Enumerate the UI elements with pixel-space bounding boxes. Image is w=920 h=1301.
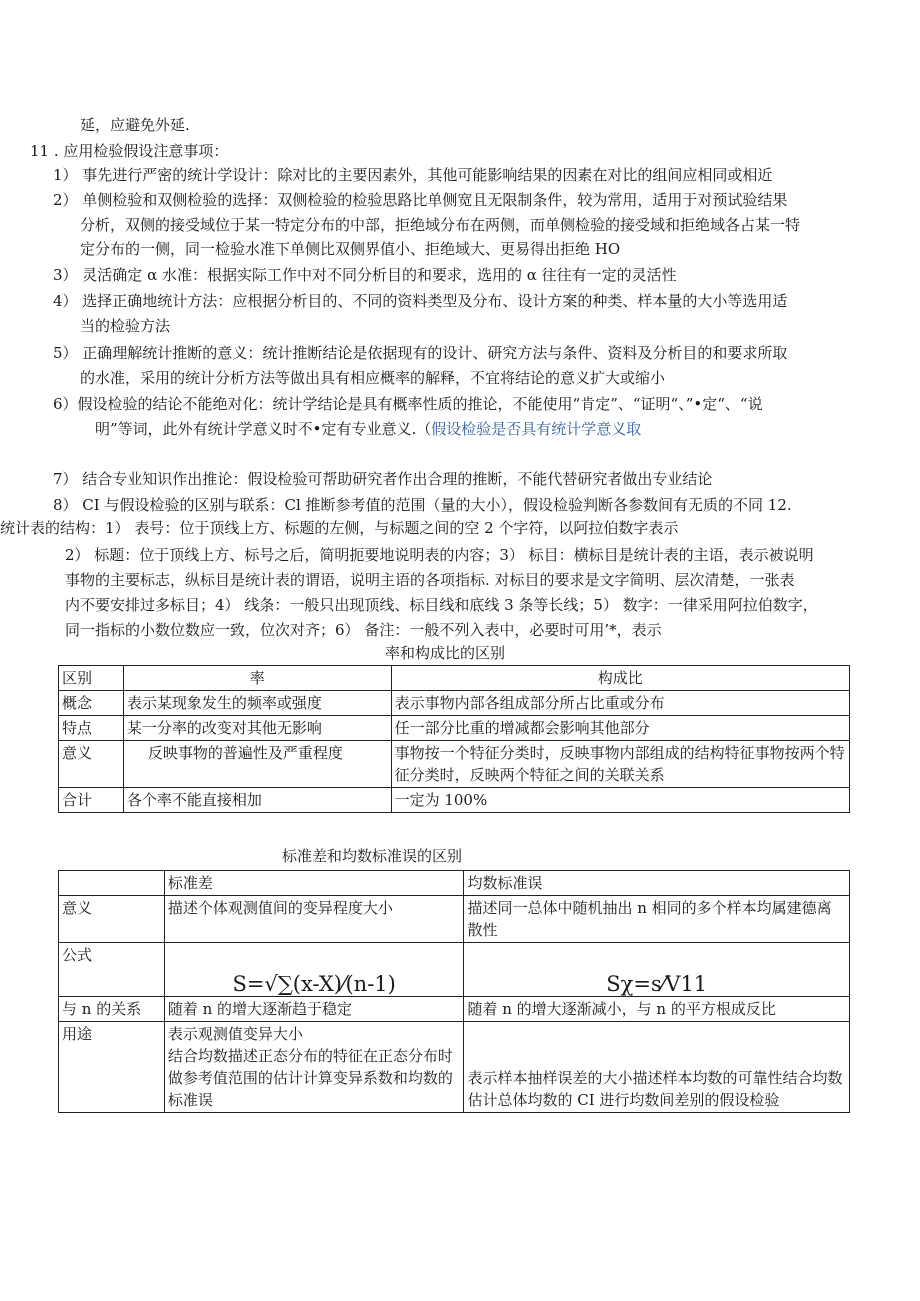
table-caption: 率和构成比的区别 (385, 644, 506, 662)
table-cell: 概念 (59, 691, 124, 716)
table-cell: 随着 n 的增大逐渐减小，与 n 的平方根成反比 (464, 997, 850, 1022)
table-cell (164, 1022, 464, 1113)
header-cell: 标准差 (164, 871, 464, 896)
table-row (59, 1022, 850, 1113)
header-cell: 构成比 (391, 666, 849, 691)
text-line: 内不要安排过多标目；4） 线条：一般只出现顶线、标目线和底线 3 条等长线；5） 数字：一律采用阿拉伯数字， (65, 596, 818, 614)
table-cell: 任一部分比重的增减都会影响其他部分 (391, 716, 849, 741)
table-cell: 描述同一总体中随机抽出 n 相同的多个样本均属建德离散性 (464, 896, 850, 943)
header-cell: 区别 (59, 666, 124, 691)
table-cell: 各个率不能直接相加 (123, 788, 391, 813)
text-line: 3） 灵活确定 α 水准：根据实际工作中对不同分析目的和要求，选用的 α 往往有一定的灵活性 (53, 266, 677, 284)
text-line: 同一指标的小数位数应一致，位次对齐；6） 备注：一般不列入表中，必要时可用’*，表示 (65, 621, 662, 639)
table-cell: 事物按一个特征分类时，反映事物内部组成的结构特征事物按两个特征分类时，反映两个特征之间的关联关系 (391, 741, 849, 788)
table-cell: 一定为 100% (391, 788, 849, 813)
header-cell: 均数标准误 (464, 871, 850, 896)
table-row (59, 741, 850, 788)
table-cell: 反映事物的普遍性及严重程度 (123, 741, 391, 788)
cell-paragraph: 表示样本抽样误差的大小描述样本均数的可靠性结合均数估计总体均数的 CI 进行均数间差别的假设检验 (467, 1069, 843, 1109)
table-cell: 表示事物内部各组成部分所占比重或分布 (391, 691, 849, 716)
text-line: 6）假设检验的结论不能绝对化：统计学结论是具有概率性质的推论，不能使用“肯定”、“证明“、”•定“、“说 (53, 395, 763, 413)
text-line: 7） 结合专业知识作出推论：假设检验可帮助研究者作出合理的推断，不能代替研究者做出专业结论 (53, 470, 713, 488)
table-cell: 意义 (59, 896, 165, 943)
table-cell: 某一分率的改变对其他无影响 (123, 716, 391, 741)
table-row (59, 716, 850, 741)
rate-vs-proportion-table (58, 665, 850, 813)
text-line: 5） 正确理解统计推断的意义：统计推断结论是依据现有的设计、研究方法与条件、资料及分析目的和要求所取 (53, 344, 788, 362)
table-header-row (59, 666, 850, 691)
table-row (59, 691, 850, 716)
text-line: 1） 事先进行严密的统计学设计：除对比的主要因素外，其他可能影响结果的因素在对比的组间应相同或相近 (53, 166, 773, 184)
formula-cell: Sχ=s⁄V11 (464, 943, 850, 997)
text-span: 明”等词，此外有统计学意义时不•定有专业意义.（ (95, 420, 432, 438)
table-cell: 描述个体观测值间的变异程度大小 (164, 896, 464, 943)
text-line: 8） CI 与假设检验的区别与联系：Cl 推断参考值的范围（量的大小），假设检验判断各参数间有无质的不同 12. (53, 496, 792, 514)
text-line: 统计表的结构：1） 表号：位于顶线上方、标题的左侧，与标题之间的空 2 个字符，以阿拉伯数字表示 (0, 519, 679, 537)
text-line: 延，应避免外延. (80, 116, 190, 134)
header-cell: 率 (123, 666, 391, 691)
text-line: 分析，双侧的接受域位于某一特定分布的中部，拒绝域分布在两侧，而单侧检验的接受域和拒绝域各占某一特 (80, 216, 801, 234)
table-cell: 随着 n 的增大逐渐趋于稳定 (164, 997, 464, 1022)
table-cell: 意义 (59, 741, 124, 788)
section-heading: 11 . 应用检验假设注意事项： (30, 142, 229, 160)
table-cell: 用途 (59, 1022, 165, 1113)
text-line (95, 418, 641, 440)
cell-line: 表示观测值变异大小 (167, 1025, 303, 1043)
text-line: 4） 选择正确地统计方法：应根据分析目的、不同的资料类型及分布、设计方案的种类、样本量的大小等选用适 (53, 292, 788, 310)
table-row (59, 997, 850, 1022)
sd-vs-se-table (58, 870, 850, 1113)
text-line: 定分布的一侧，同一检验水准下单侧比双侧界值小、拒绝域大、更易得出拒绝 HO (80, 240, 621, 258)
table-cell: 表示某现象发生的频率或强度 (123, 691, 391, 716)
text-line: 的水准，采用的统计分析方法等做出具有相应概率的解释，不宜将结论的意义扩大或缩小 (80, 369, 666, 387)
text-line: 当的检验方法 (80, 317, 171, 335)
table-cell: 特点 (59, 716, 124, 741)
table-cell (464, 1022, 850, 1113)
cell-paragraph: 结合均数描述正态分布的特征在正态分布时做参考值范围的估计计算变异系数和均数的标准误 (167, 1047, 453, 1109)
text-line: 2） 标题：位于顶线上方、标号之后，简明扼要地说明表的内容；3） 标目：横标目是统计表的主语，表示被说明 (65, 546, 814, 564)
header-cell (59, 871, 165, 896)
highlighted-text: 假设检验是否具有统计学意义取 (431, 420, 642, 438)
table-row (59, 943, 850, 997)
table-header-row (59, 871, 850, 896)
table-cell: 公式 (59, 943, 165, 997)
table-cell: 与 n 的关系 (59, 997, 165, 1022)
text-line: 事物的主要标志，纵标目是统计表的谓语，说明主语的各项指标. 对标目的要求是文字简明、层次清楚，一张表 (65, 571, 795, 589)
formula-cell: S=√∑(x-X)⁄(n-1) (164, 943, 464, 997)
table-row (59, 788, 850, 813)
text-line: 2） 单侧检验和双侧检验的选择：双侧检验的检验思路比单侧宽且无限制条件，较为常用，适用于对预试验结果 (53, 191, 788, 209)
table-caption: 标准差和均数标准误的区别 (282, 847, 463, 865)
table-cell: 合计 (59, 788, 124, 813)
table-row (59, 896, 850, 943)
